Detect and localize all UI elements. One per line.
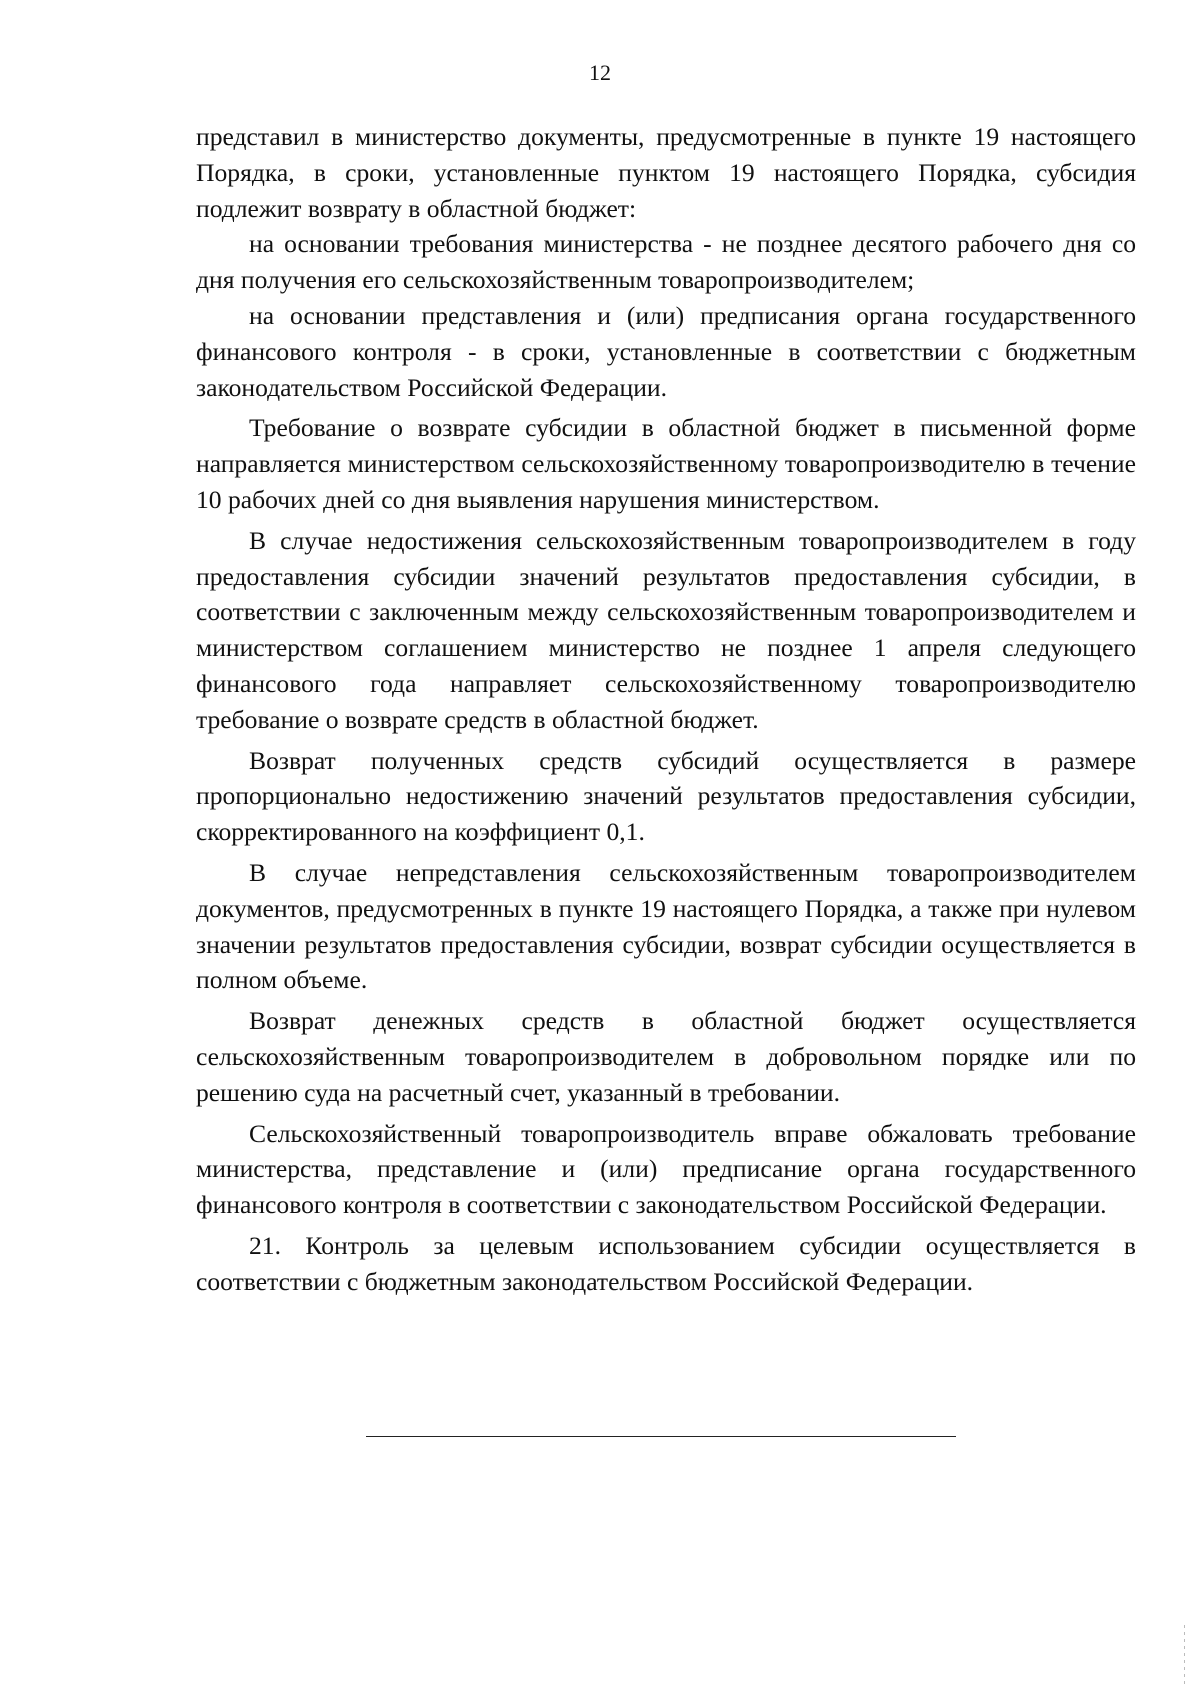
paragraph-ministry-demand: на основании требования министерства - не позднее десятого рабочего дня со дня получения его сельскохозяйственным товаропроизводителем; (196, 229, 1136, 295)
paragraph-full-return: В случае непредставления сельскохозяйственным товаропроизводителем документов, предусмотренных в пункте 19 настоящего Порядка, а также при нулевом значении результатов предоставления субсидии, возврат субсидии осуществляется в полном объеме. (196, 857, 1136, 995)
paragraph-voluntary-return: Возврат денежных средств в областной бюджет осуществляется сельскохозяйственным товаропроизводителем в добровольном порядке или по решению суда на расчетный счет, указанный в требовании. (196, 1006, 1136, 1107)
paragraph-return-demand: Требование о возврате субсидии в областной бюджет в письменной форме направляется министерством сельскохозяйственному товаропроизводителю в течение 10 рабочих дней со дня выявления нарушения министерством. (196, 413, 1136, 514)
scan-edge-mark (1184, 1625, 1185, 1685)
paragraph-appeal: Сельскохозяйственный товаропроизводитель вправе обжаловать требование министерства, представление и (или) предписание органа государственного финансового контроля в соответствии с законодательством Российской Федерации. (196, 1118, 1136, 1220)
end-separator-line (366, 1436, 956, 1437)
page-number: 12 (589, 60, 611, 85)
document-body (196, 119, 1136, 1300)
paragraph-control-21: 21. Контроль за целевым использованием субсидии осуществляется в соответствии с бюджетным законодательством Российской Федерации. (196, 1230, 1136, 1296)
paragraph-proportional-return: Возврат полученных средств субсидий осуществляется в размере пропорционально недостижению значений результатов предоставления субсидии, скорректированного на коэффициент 0,1. (196, 745, 1136, 847)
paragraph-continuation: представил в министерство документы, предусмотренные в пункте 19 настоящего Порядка, в сроки, установленные пунктом 19 настоящего Порядка, субсидия подлежит возврату в областной бюджет: (196, 122, 1136, 223)
paragraph-financial-control: на основании представления и (или) предписания органа государственного финансового контроля - в сроки, установленные в соответствии с бюджетным законодательством Российской Федерации. (196, 300, 1136, 402)
paragraph-non-achievement: В случае недостижения сельскохозяйственным товаропроизводителем в году предоставления субсидии значений результатов предоставления субсидии, в соответствии с заключенным между сельскохозяйственным товаропроизводителем и министерством соглашением министерство не позднее 1 апреля следующего финансового года направляет сельскохозяйственному товаропроизводителю требование о возврате средств в областной бюджет. (196, 525, 1136, 734)
